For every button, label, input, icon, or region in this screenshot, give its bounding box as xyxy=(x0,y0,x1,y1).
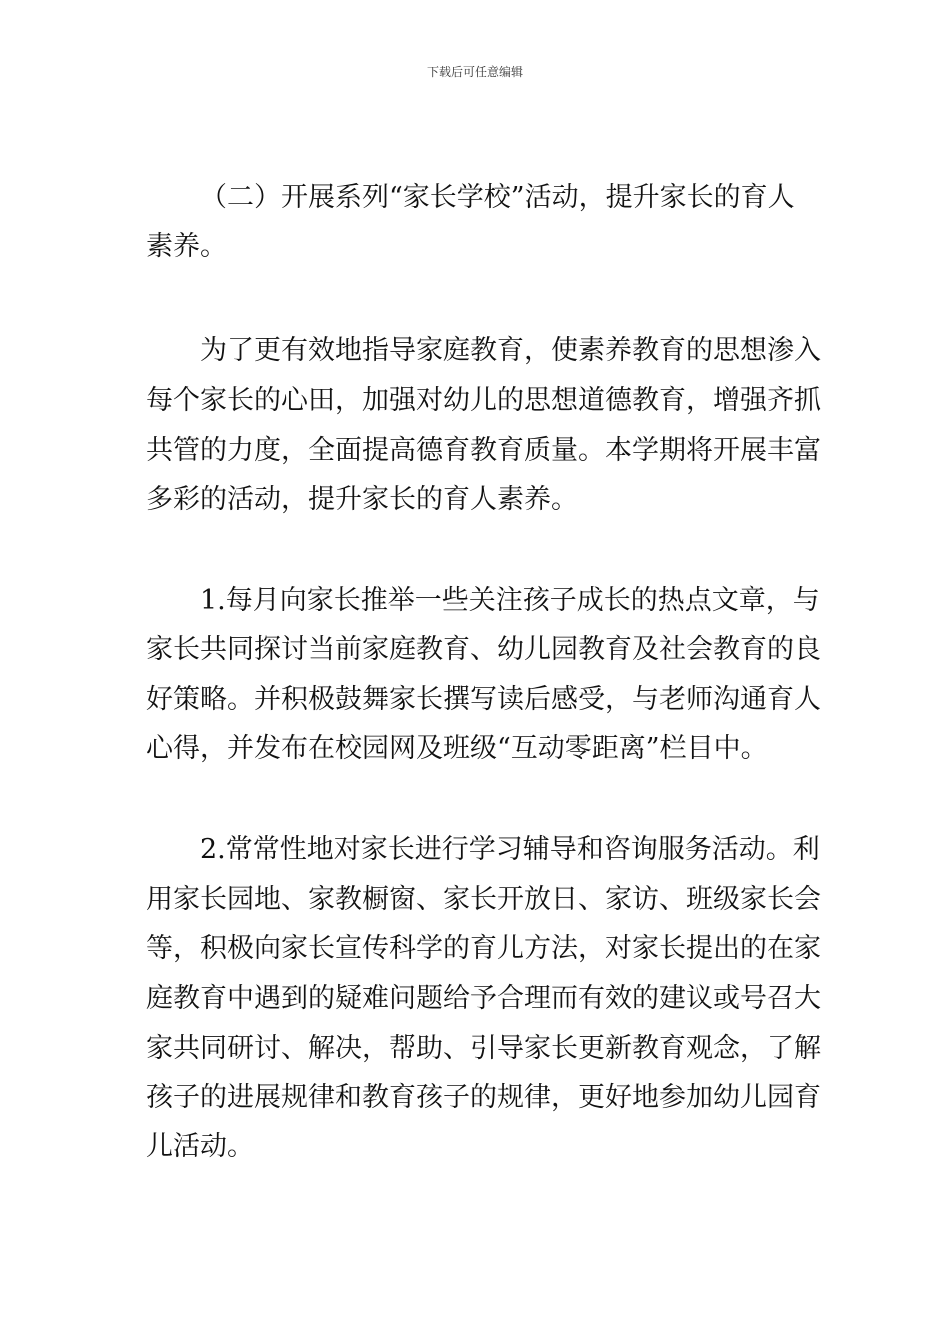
section-heading-line-2: 素养。 xyxy=(146,231,227,262)
item-1-line-2: 家长共同探讨当前家庭教育、幼儿园教育及社会教育的良 xyxy=(146,634,821,665)
paragraph-intro-line-1: 为了更有效地指导家庭教育，使素养教育的思想渗入 xyxy=(200,335,821,366)
paragraph-intro-line-2: 每个家长的心田，加强对幼儿的思想道德教育，增强齐抓 xyxy=(146,385,821,416)
paragraph-intro-line-3: 共管的力度，全面提高德育教育质量。本学期将开展丰富 xyxy=(146,435,821,466)
item-1-line-4: 心得，并发布在校园网及班级“互动零距离”栏目中。 xyxy=(146,733,768,764)
item-2-line-7: 儿活动。 xyxy=(146,1131,254,1162)
item-2-line-6: 孩子的进展规律和教育孩子的规律，更好地参加幼儿园育 xyxy=(146,1082,821,1113)
paragraph-intro-line-4: 多彩的活动，提升家长的育人素养。 xyxy=(146,484,578,515)
item-2-line-4: 庭教育中遇到的疑难问题给予合理而有效的建议或号召大 xyxy=(146,983,821,1014)
item-1-line-1: 1.每月向家长推举一些关注孩子成长的热点文章，与 xyxy=(200,585,820,616)
item-2-line-2: 用家长园地、家教橱窗、家长开放日、家访、班级家长会 xyxy=(146,884,821,915)
item-2-line-5: 家共同研讨、解决，帮助、引导家长更新教育观念，了解 xyxy=(146,1033,821,1064)
item-2-line-3: 等，积极向家长宣传科学的育儿方法，对家长提出的在家 xyxy=(146,933,821,964)
page-header: 下载后可任意编辑 xyxy=(426,65,523,79)
item-1-line-3: 好策略。并积极鼓舞家长撰写读后感受，与老师沟通育人 xyxy=(146,684,821,715)
section-heading-line-1: （二）开展系列“家长学校”活动，提升家长的育人 xyxy=(200,182,795,213)
item-2-line-1: 2.常常性地对家长进行学习辅导和咨询服务活动。利 xyxy=(200,834,820,865)
